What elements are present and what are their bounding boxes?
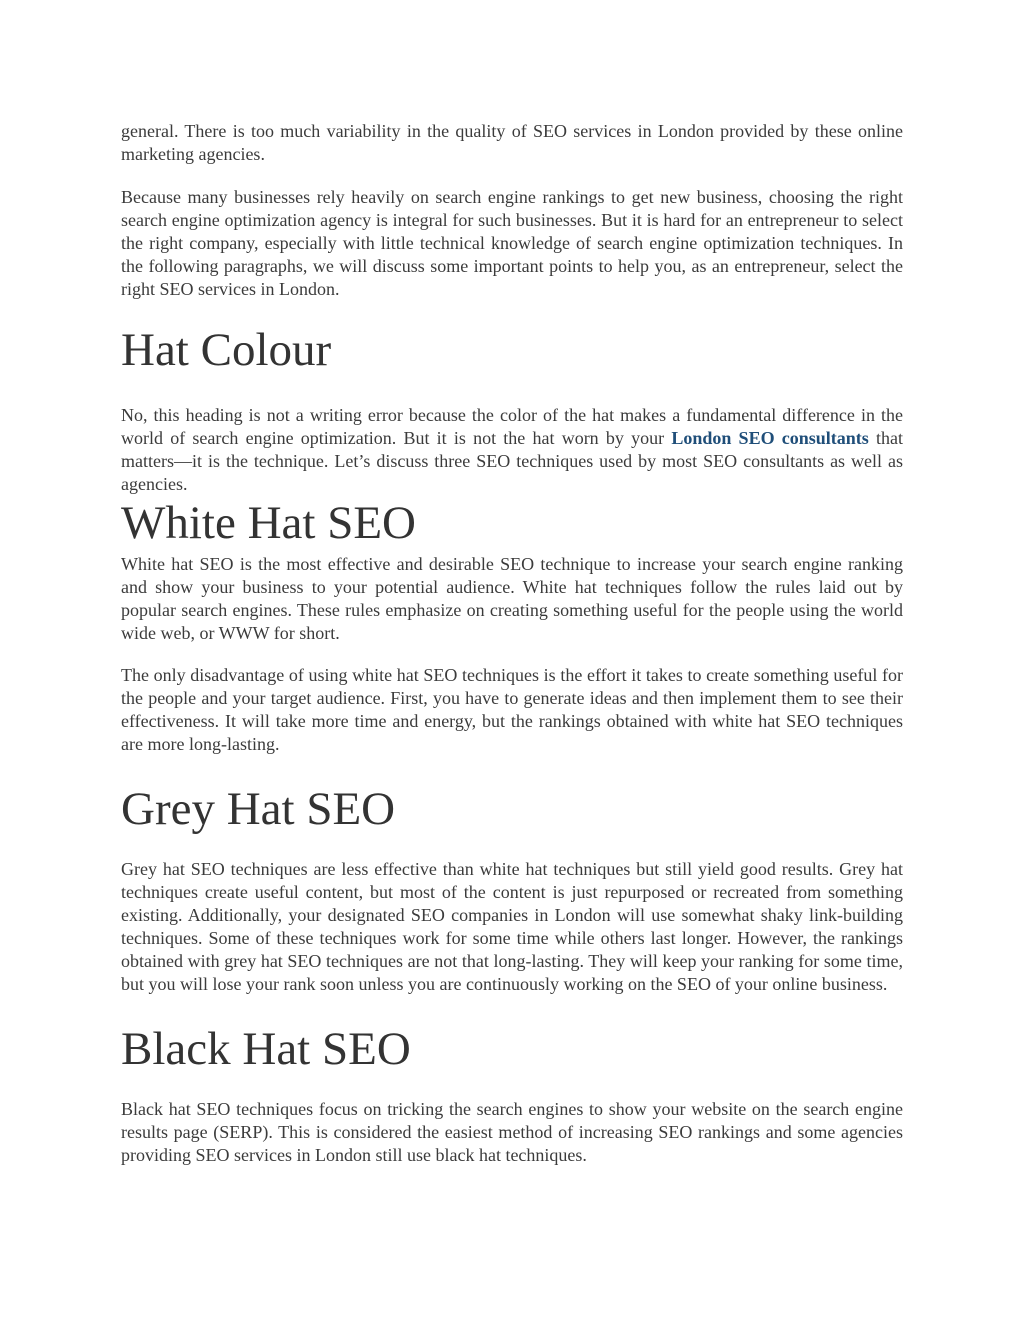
heading-white-hat-seo: White Hat SEO [121,497,416,549]
intro-paragraph-2: Because many businesses rely heavily on search engine rankings to get new business, choosing the right search engine optimization agency is integral for such businesses. But it is hard for an entrepreneur to select the right company, especially with little technical knowledge of search engine optimization techniques. In the following paragraphs, we will discuss some important points to help you, as an entrepreneur, select the right SEO services in London. [121,187,903,299]
heading-hat-colour: Hat Colour [121,324,332,376]
heading-grey-hat-seo: Grey Hat SEO [121,783,396,835]
hat-colour-text-after: that matters—it is the technique. Let’s discuss three SEO techniques used by most SEO consultants as well as agencies. [121,428,904,494]
hat-colour-paragraph [121,404,903,496]
document-page [121,120,903,1167]
intro-paragraph-1: general. There is too much variability in the quality of SEO services in London provided by these online marketing agencies. [121,121,903,164]
london-seo-consultants-link[interactable]: London SEO consultants [671,428,869,448]
heading-black-hat-seo: Black Hat SEO [121,1023,411,1075]
white-hat-paragraph-2: The only disadvantage of using white hat SEO techniques is the effort it takes to create something useful for the people and your target audience. First, you have to generate ideas and then implement them to see their effectiveness. It will take more time and energy, but the rankings obtained with white hat SEO techniques are more long-lasting. [121,665,903,754]
grey-hat-paragraph: Grey hat SEO techniques are less effective than white hat techniques but still yield good results. Grey hat techniques create useful content, but most of the content is just repurposed or recreated from something existing. Additionally, your designated SEO companies in London will use somewhat shaky link-building techniques. Some of these techniques work for some time while others last longer. However, the rankings obtained with grey hat SEO techniques are not that long-lasting. They will keep your ranking for some time, but you will lose your rank soon unless you are continuously working on the SEO of your online business. [121,859,903,994]
white-hat-paragraph-1: White hat SEO is the most effective and desirable SEO technique to increase your search engine ranking and show your business to your potential audience. White hat techniques follow the rules laid out by popular search engines. These rules emphasize on creating something useful for the people using the world wide web, or WWW for short. [121,554,903,643]
black-hat-paragraph: Black hat SEO techniques focus on tricking the search engines to show your website on the search engine results page (SERP). This is considered the easiest method of increasing SEO rankings and some agencies providing SEO services in London still use black hat techniques. [121,1099,903,1165]
hat-colour-text-before: No, this heading is not a writing error because the color of the hat makes a fundamental difference in the world of search engine optimization. But it is not the hat worn by your [121,405,903,448]
